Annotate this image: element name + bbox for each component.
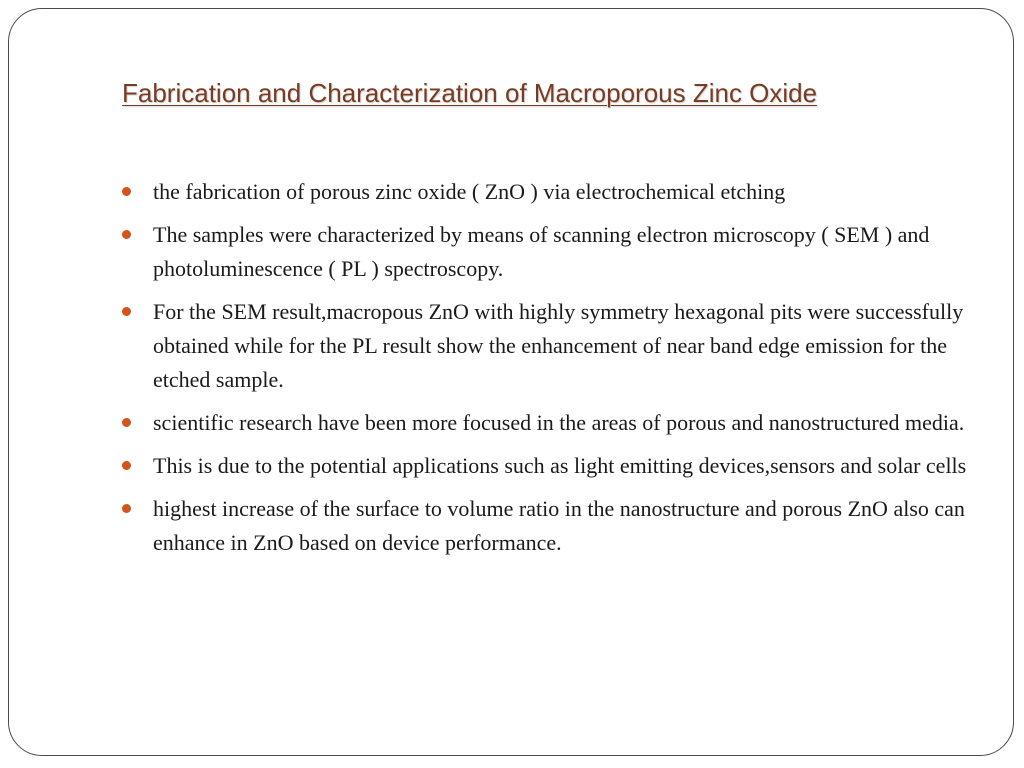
- bullet-dot-icon: [122, 307, 131, 316]
- bullet-dot-icon: [122, 461, 131, 470]
- bullet-item: [122, 218, 972, 286]
- bullet-text: the fabrication of porous zinc oxide ( ZnO ) via electrochemical etching: [153, 179, 786, 204]
- bullet-text: highest increase of the surface to volume ratio in the nanostructure and porous ZnO also can enhance in ZnO based on device performance.: [153, 496, 965, 555]
- slide-title: Fabrication and Characterization of Macroporous Zinc Oxide: [122, 78, 818, 108]
- bullet-item: [122, 449, 972, 483]
- bullet-dot-icon: [122, 504, 131, 513]
- bullet-list: [122, 175, 972, 569]
- bullet-item: [122, 175, 972, 209]
- bullet-text: For the SEM result,macropous ZnO with highly symmetry hexagonal pits were successfully obtained while for the PL result show the enhancement of near band edge emission for the etched sample.: [153, 299, 964, 392]
- bullet-text: The samples were characterized by means of scanning electron microscopy ( SEM ) and photoluminescence ( PL ) spectroscopy.: [153, 222, 930, 281]
- bullet-dot-icon: [122, 418, 131, 427]
- bullet-item: [122, 492, 972, 560]
- bullet-item: [122, 295, 972, 397]
- bullet-text: This is due to the potential applications such as light emitting devices,sensors and solar cells: [153, 453, 967, 478]
- bullet-dot-icon: [122, 230, 131, 239]
- bullet-item: [122, 406, 972, 440]
- slide-frame: [8, 8, 1014, 756]
- bullet-text: scientific research have been more focused in the areas of porous and nanostructured media.: [153, 410, 965, 435]
- bullet-dot-icon: [122, 187, 131, 196]
